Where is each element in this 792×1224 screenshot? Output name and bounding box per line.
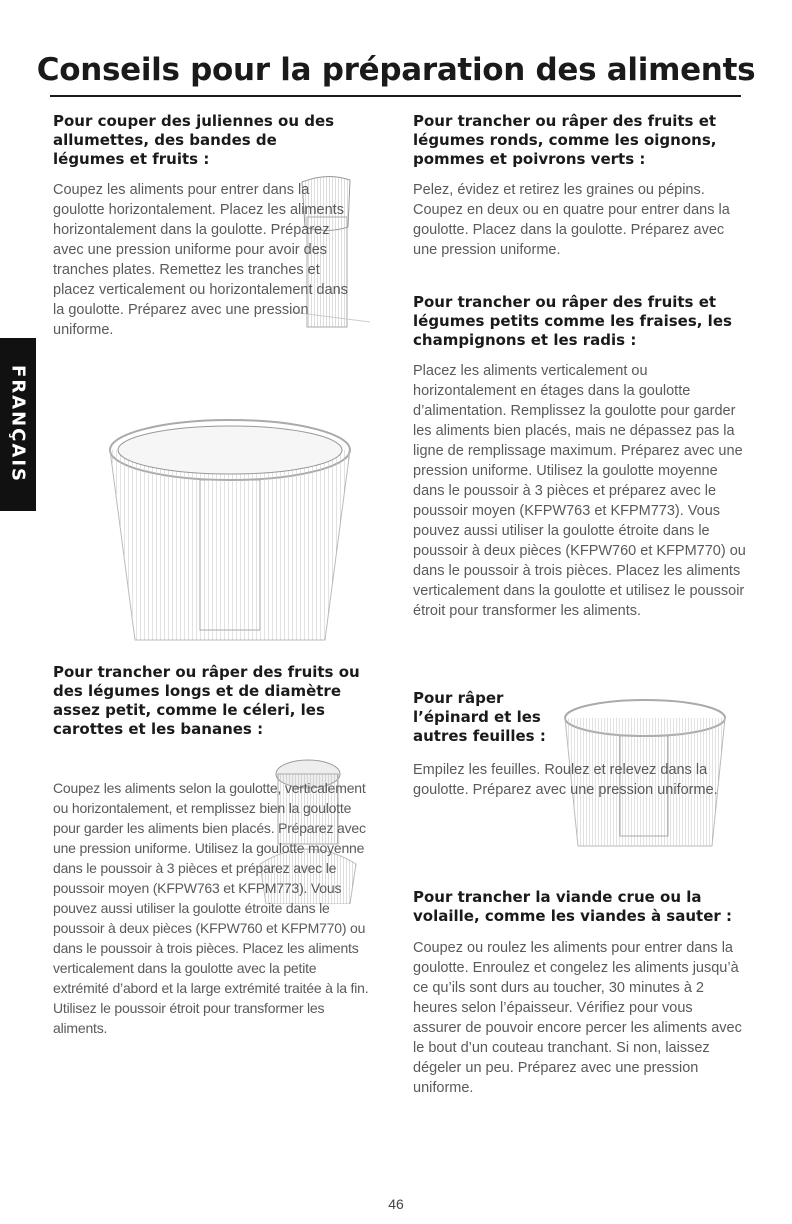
- left-section-2-body: Coupez les aliments selon la goulotte, verticalement ou horizontalement, et remplissez bien la goulotte pour garder les aliments bien placés. Préparez avec une pression uniforme. Utilisez la goulotte moyenne dans le poussoir à 3 pièces et préparez avec le poussoir moyen (KFPW763 et KFPM773). Vous pouvez aussi utiliser la goulotte étroite dans le poussoir à deux pièces (KFPW760 et KFPM770) ou dans le poussoir à trois pièces. Placez les aliments verticalement dans la goulotte avec la petite extrémité d’abord et la large extrémité traitée à la fin. Utilisez le poussoir étroit pour transformer les aliments.: [53, 780, 369, 1036]
- language-tab-label: FRANÇAIS: [7, 365, 29, 483]
- page-number: 46: [388, 1196, 404, 1212]
- left-section-2-heading: Pour trancher ou râper des fruits ou des légumes longs et de diamètre assez petit, comme le céleri, les carottes et les bananes :: [53, 663, 360, 738]
- right-section-1-body: Pelez, évidez et retirez les graines ou pépins. Coupez en deux ou en quatre pour entrer dans la goulotte. Placez dans la goulotte. Préparez avec une pression uniforme.: [413, 182, 730, 258]
- right-section-1-heading: Pour trancher ou râper des fruits et légumes ronds, comme les oignons, pommes et poivrons verts :: [413, 112, 717, 168]
- right-section-2-heading: Pour trancher ou râper des fruits et légumes petits comme les fraises, les champignons et les radis :: [413, 293, 732, 349]
- left-section-1-heading: Pour couper des juliennes ou des allumettes, des bandes de légumes et fruits :: [53, 112, 335, 168]
- right-section-3-body: Empilez les feuilles. Roulez et relevez dans la goulotte. Préparez avec une pression uniforme.: [413, 762, 718, 798]
- right-section-3-heading: Pour râper l’épinard et les autres feuilles :: [413, 689, 546, 745]
- right-section-2-body: Placez les aliments verticalement ou horizontalement en étages dans la goulotte d’alimentation. Remplissez la goulotte pour garder les aliments bien placés, mais ne dépassez pas la ligne de remplissage maximum. Préparez avec une pression uniforme. Utilisez la goulotte moyenne dans le poussoir à 3 pièces et préparez avec le poussoir moyen (KFPW763 et KFPM773). Vous pouvez aussi utiliser la goulotte étroite dans le poussoir à deux pièces (KFPW760 et KFPM770) ou dans le poussoir à trois pièces. Placez les aliments verticalement dans la goulotte et utilisez le poussoir étroit pour transformer les aliments.: [413, 363, 746, 619]
- left-section-1-body: Coupez les aliments pour entrer dans la goulotte horizontalement. Placez les aliments horizontalement dans la goulotte. Préparez avec une pression uniforme pour avoir des tranches plates. Remettez les tranches et placez verticalement ou horizontalement dans la goulotte. Préparez avec une pression uniforme.: [53, 182, 348, 338]
- right-section-4-heading: Pour trancher la viande crue ou la volaille, comme les viandes à sauter :: [413, 888, 732, 925]
- page-title: Conseils pour la préparation des aliments: [36, 52, 756, 88]
- language-tab: [0, 338, 36, 511]
- work-bowl-illustration: [80, 410, 380, 650]
- title-rule: [50, 95, 741, 97]
- right-section-4-body: Coupez ou roulez les aliments pour entrer dans la goulotte. Enroulez et congelez les aliments jusqu’à ce qu’ils sont durs au toucher, 30 minutes à 2 heures selon l’épaisseur. Vérifiez pour vous assurer de pouvoir encore percer les aliments avec le bout d’un couteau tranchant. Si non, laissez dégeler un peu. Préparez avec une pression uniforme.: [413, 940, 742, 1096]
